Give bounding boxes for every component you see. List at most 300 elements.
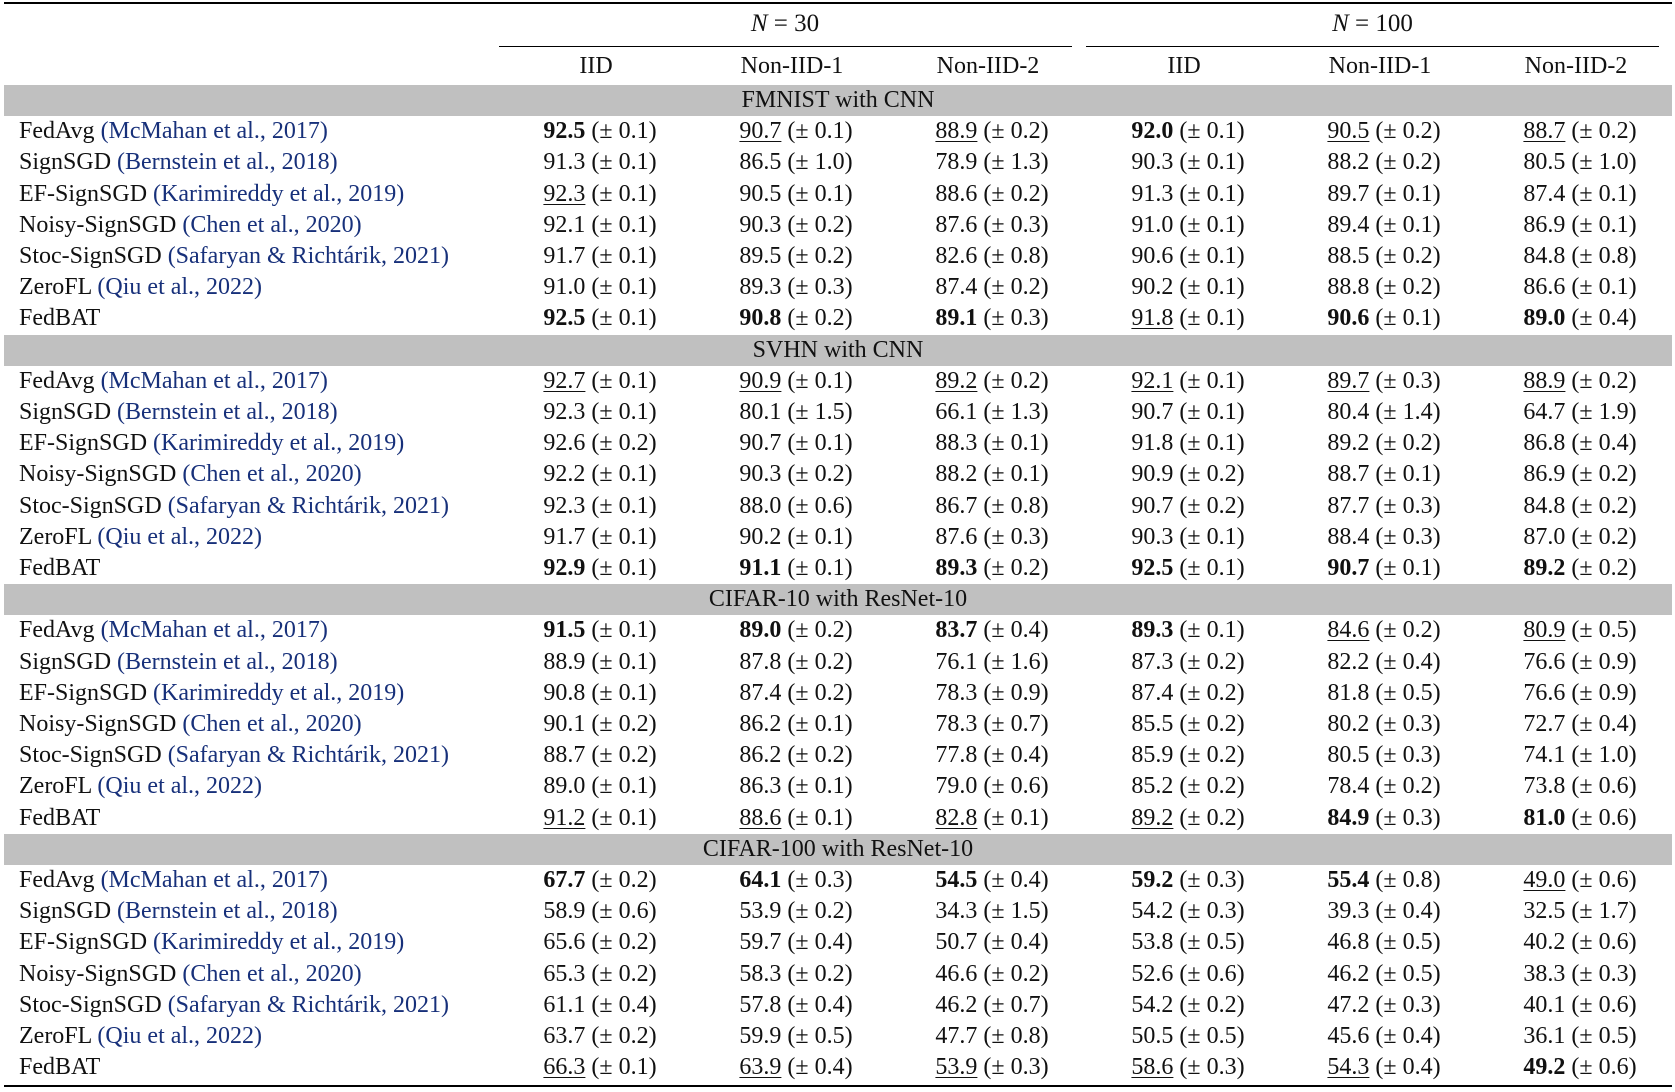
std-value: 0.3 [1402, 742, 1433, 769]
accuracy-value: 90.7 [1131, 399, 1174, 425]
std-value: 0.2 [1598, 461, 1629, 488]
column-header: Non-IID-2 [1524, 53, 1628, 79]
std-value: 0.1 [618, 243, 649, 269]
accuracy-value: 90.9 [1131, 461, 1174, 488]
bottom-rule [4, 1085, 1672, 1087]
accuracy-value: 87.0 [1523, 523, 1566, 550]
result-cell: 92.1 (± 0.1) [1131, 367, 1245, 394]
std-value: 0.8 [1402, 867, 1433, 893]
accuracy-value: 92.2 [543, 461, 586, 488]
method-cell [19, 959, 362, 990]
result-cell: 88.6 (± 0.2) [935, 180, 1049, 207]
std-value: 0.1 [1206, 180, 1237, 207]
accuracy-value: 80.4 [1327, 399, 1370, 425]
result-cell: 92.3 (± 0.1) [543, 492, 657, 519]
std-value: 0.3 [1010, 305, 1041, 332]
accuracy-value: 88.3 [935, 430, 978, 457]
std-value: 0.1 [1010, 430, 1041, 457]
accuracy-value: 82.6 [935, 243, 978, 269]
result-cell: 54.3 (± 0.4) [1327, 1054, 1441, 1081]
group-rule-n100 [1086, 46, 1659, 47]
result-cell: 90.9 (± 0.1) [739, 367, 853, 394]
method-name: EF-SignSGD [19, 679, 148, 706]
std-value: 0.4 [814, 929, 845, 956]
result-cell: 85.5 (± 0.2) [1131, 711, 1245, 737]
std-value: 0.4 [1402, 648, 1433, 675]
method-name: FedBAT [19, 305, 101, 332]
result-cell: 64.1 (± 0.3) [739, 867, 853, 893]
result-cell: 91.2 (± 0.1) [543, 804, 657, 831]
std-value: 0.3 [1598, 960, 1629, 987]
accuracy-value: 83.7 [935, 617, 978, 644]
accuracy-value: 53.9 [935, 1054, 978, 1081]
result-cell: 90.7 (± 0.1) [1327, 555, 1441, 581]
result-cell: 57.8 (± 0.4) [739, 991, 853, 1018]
std-value: 0.8 [1010, 243, 1041, 269]
citation-link[interactable]: (Karimireddy et al., 2019) [153, 929, 405, 956]
result-cell: 82.2 (± 0.4) [1327, 648, 1441, 675]
result-cell: 39.3 (± 0.4) [1327, 898, 1441, 925]
std-value: 0.2 [1598, 555, 1629, 581]
result-cell: 89.3 (± 0.3) [739, 274, 853, 301]
result-cell: 89.2 (± 0.2) [1131, 804, 1245, 831]
std-value: 0.4 [1598, 430, 1629, 457]
accuracy-value: 88.2 [935, 461, 978, 488]
result-cell: 40.1 (± 0.6) [1523, 991, 1637, 1018]
result-cell: 92.5 (± 0.1) [1131, 555, 1245, 581]
citation-link[interactable]: (Qiu et al., 2022) [97, 274, 263, 301]
accuracy-value: 46.2 [935, 991, 978, 1018]
result-cell: 88.9 (± 0.1) [543, 648, 657, 675]
result-cell: 87.4 (± 0.2) [1131, 679, 1245, 706]
method-name: Stoc-SignSGD [19, 492, 162, 519]
result-cell: 53.9 (± 0.3) [935, 1054, 1049, 1081]
accuracy-value: 89.7 [1327, 367, 1370, 394]
accuracy-value: 89.4 [1327, 211, 1370, 238]
std-value: 0.1 [618, 367, 649, 394]
method-cell [19, 990, 449, 1021]
result-cell: 90.5 (± 0.1) [739, 180, 853, 207]
std-value: 0.6 [1598, 991, 1629, 1018]
result-cell: 86.9 (± 0.1) [1523, 211, 1637, 238]
std-value: 0.2 [814, 742, 845, 769]
accuracy-value: 91.8 [1131, 430, 1174, 457]
table-row [4, 709, 1672, 740]
std-value: 0.1 [618, 149, 649, 176]
result-cell: 58.6 (± 0.3) [1131, 1054, 1245, 1081]
std-value: 0.6 [1598, 867, 1629, 893]
std-value: 1.0 [1598, 149, 1629, 176]
accuracy-value: 91.7 [543, 523, 586, 550]
std-value: 0.1 [814, 180, 845, 207]
accuracy-value: 54.2 [1131, 898, 1174, 925]
method-cell [19, 366, 328, 397]
std-value: 1.7 [1598, 898, 1629, 925]
accuracy-value: 84.8 [1523, 492, 1566, 519]
accuracy-value: 88.7 [1523, 118, 1566, 145]
method-cell [19, 459, 362, 490]
accuracy-value: 78.4 [1327, 773, 1370, 800]
result-cell: 78.9 (± 1.3) [935, 149, 1049, 176]
accuracy-value: 59.2 [1131, 867, 1174, 893]
accuracy-value: 55.4 [1327, 867, 1370, 893]
citation-link[interactable]: (McMahan et al., 2017) [100, 367, 328, 394]
result-cell: 81.0 (± 0.6) [1523, 804, 1637, 831]
std-value: 1.4 [1402, 399, 1433, 425]
result-cell: 91.1 (± 0.1) [739, 555, 853, 581]
std-value: 0.1 [1206, 399, 1237, 425]
accuracy-value: 88.9 [543, 648, 586, 675]
accuracy-value: 90.3 [739, 211, 782, 238]
std-value: 0.4 [1010, 867, 1041, 893]
method-cell [19, 303, 100, 334]
result-cell: 65.6 (± 0.2) [543, 929, 657, 956]
result-cell: 84.9 (± 0.3) [1327, 804, 1441, 831]
std-value: 0.1 [814, 773, 845, 800]
std-value: 0.3 [1010, 1054, 1041, 1081]
result-cell: 40.2 (± 0.6) [1523, 929, 1637, 956]
std-value: 0.2 [1402, 118, 1433, 145]
accuracy-value: 92.3 [543, 399, 586, 425]
result-cell: 90.9 (± 0.2) [1131, 461, 1245, 488]
accuracy-value: 46.2 [1327, 960, 1370, 987]
citation-link[interactable]: (Chen et al., 2020) [182, 711, 362, 737]
result-cell: 86.7 (± 0.8) [935, 492, 1049, 519]
std-value: 0.1 [1598, 274, 1629, 301]
accuracy-value: 89.1 [935, 305, 978, 332]
std-value: 0.4 [1010, 617, 1041, 644]
result-cell: 55.4 (± 0.8) [1327, 867, 1441, 893]
accuracy-value: 86.3 [739, 773, 782, 800]
accuracy-value: 89.7 [1327, 180, 1370, 207]
accuracy-value: 90.2 [1131, 274, 1174, 301]
method-name: FedAvg [19, 367, 95, 394]
accuracy-value: 72.7 [1523, 711, 1566, 737]
result-cell: 90.6 (± 0.1) [1327, 305, 1441, 332]
citation-link[interactable]: (Chen et al., 2020) [182, 461, 362, 488]
std-value: 0.1 [618, 118, 649, 145]
citation-link[interactable]: (Karimireddy et al., 2019) [153, 679, 405, 706]
std-value: 0.1 [814, 523, 845, 550]
accuracy-value: 59.7 [739, 929, 782, 956]
accuracy-value: 54.3 [1327, 1054, 1370, 1081]
citation-link[interactable]: (Qiu et al., 2022) [97, 1023, 263, 1049]
accuracy-value: 89.0 [543, 773, 586, 800]
table-row [4, 303, 1672, 334]
std-value: 0.2 [1598, 118, 1629, 145]
citation-link[interactable]: (Bernstein et al., 2018) [117, 648, 338, 675]
accuracy-value: 88.5 [1327, 243, 1370, 269]
result-cell: 91.3 (± 0.1) [1131, 180, 1245, 207]
std-value: 0.3 [1402, 492, 1433, 519]
accuracy-value: 79.0 [935, 773, 978, 800]
accuracy-value: 86.2 [739, 711, 782, 737]
std-value: 0.2 [618, 430, 649, 457]
result-cell: 92.5 (± 0.1) [543, 305, 657, 332]
accuracy-value: 54.5 [935, 867, 978, 893]
std-value: 0.4 [1598, 305, 1629, 332]
result-cell: 87.4 (± 0.1) [1523, 180, 1637, 207]
method-name: EF-SignSGD [19, 180, 148, 207]
citation-link[interactable]: (Karimireddy et al., 2019) [153, 430, 405, 457]
result-cell: 91.0 (± 0.1) [543, 274, 657, 301]
method-cell [19, 397, 338, 428]
table-row [4, 366, 1672, 397]
citation-link[interactable]: (Safaryan & Richtárik, 2021) [167, 991, 449, 1018]
method-name: ZeroFL [19, 773, 92, 800]
std-value: 0.1 [618, 523, 649, 550]
accuracy-value: 76.6 [1523, 679, 1566, 706]
std-value: 0.2 [1206, 711, 1237, 737]
accuracy-value: 57.8 [739, 991, 782, 1018]
method-cell [19, 147, 338, 178]
result-cell: 90.7 (± 0.2) [1131, 492, 1245, 519]
result-cell: 85.9 (± 0.2) [1131, 742, 1245, 769]
std-value: 0.2 [1206, 461, 1237, 488]
method-cell [19, 210, 362, 241]
result-cell: 92.7 (± 0.1) [543, 367, 657, 394]
accuracy-value: 87.6 [935, 211, 978, 238]
result-cell: 36.1 (± 0.5) [1523, 1023, 1637, 1049]
std-value: 0.9 [1010, 679, 1041, 706]
result-cell: 52.6 (± 0.6) [1131, 960, 1245, 987]
accuracy-value: 87.8 [739, 648, 782, 675]
std-value: 0.4 [1598, 711, 1629, 737]
accuracy-value: 81.8 [1327, 679, 1370, 706]
accuracy-value: 88.6 [739, 804, 782, 831]
accuracy-value: 84.6 [1327, 617, 1370, 644]
result-cell: 49.2 (± 0.6) [1523, 1054, 1637, 1081]
std-value: 0.1 [1206, 211, 1237, 238]
method-cell [19, 896, 338, 927]
result-cell: 88.0 (± 0.6) [739, 492, 853, 519]
result-cell: 89.7 (± 0.3) [1327, 367, 1441, 394]
std-value: 0.2 [1402, 149, 1433, 176]
top-rule [4, 2, 1672, 4]
accuracy-value: 54.2 [1131, 991, 1174, 1018]
accuracy-value: 88.7 [543, 742, 586, 769]
std-value: 0.2 [1598, 367, 1629, 394]
result-cell: 61.1 (± 0.4) [543, 991, 657, 1018]
std-value: 0.1 [618, 305, 649, 332]
result-cell: 66.3 (± 0.1) [543, 1054, 657, 1081]
method-name: FedBAT [19, 555, 101, 581]
accuracy-value: 40.1 [1523, 991, 1566, 1018]
result-cell: 82.8 (± 0.1) [935, 804, 1049, 831]
accuracy-value: 50.7 [935, 929, 978, 956]
accuracy-value: 91.3 [1131, 180, 1174, 207]
result-cell: 92.6 (± 0.2) [543, 430, 657, 457]
accuracy-value: 76.1 [935, 648, 978, 675]
accuracy-value: 87.4 [1523, 180, 1566, 207]
result-cell: 90.3 (± 0.1) [1131, 149, 1245, 176]
citation-link[interactable]: (Chen et al., 2020) [182, 211, 362, 238]
result-cell: 91.0 (± 0.1) [1131, 211, 1245, 238]
accuracy-value: 39.3 [1327, 898, 1370, 925]
table-row [4, 615, 1672, 646]
citation-link[interactable]: (Safaryan & Richtárik, 2021) [167, 492, 449, 519]
result-cell: 80.5 (± 0.3) [1327, 742, 1441, 769]
citation-link[interactable]: (Safaryan & Richtárik, 2021) [167, 742, 449, 769]
result-cell: 91.5 (± 0.1) [543, 617, 657, 644]
std-value: 0.3 [1010, 523, 1041, 550]
accuracy-value: 91.7 [543, 243, 586, 269]
std-value: 1.6 [1010, 648, 1041, 675]
accuracy-value: 78.3 [935, 711, 978, 737]
accuracy-value: 86.9 [1523, 211, 1566, 238]
result-cell: 89.0 (± 0.2) [739, 617, 853, 644]
std-value: 0.2 [1206, 804, 1237, 831]
result-cell: 76.6 (± 0.9) [1523, 648, 1637, 675]
std-value: 0.2 [618, 742, 649, 769]
std-value: 0.1 [1010, 804, 1041, 831]
accuracy-value: 89.3 [935, 555, 978, 581]
result-cell: 90.3 (± 0.1) [1131, 523, 1245, 550]
result-cell: 92.3 (± 0.1) [543, 399, 657, 425]
result-cell: 86.5 (± 1.0) [739, 149, 853, 176]
std-value: 1.3 [1010, 399, 1041, 425]
accuracy-value: 86.9 [1523, 461, 1566, 488]
accuracy-value: 90.9 [739, 367, 782, 394]
result-cell: 88.9 (± 0.2) [1523, 367, 1637, 394]
result-cell: 78.3 (± 0.9) [935, 679, 1049, 706]
citation-link[interactable]: (Qiu et al., 2022) [97, 523, 263, 550]
std-value: 0.2 [1402, 274, 1433, 301]
accuracy-value: 76.6 [1523, 648, 1566, 675]
table-row [4, 210, 1672, 241]
result-cell: 84.6 (± 0.2) [1327, 617, 1441, 644]
accuracy-value: 89.5 [739, 243, 782, 269]
std-value: 0.2 [1010, 960, 1041, 987]
column-header: Non-IID-1 [740, 53, 844, 79]
accuracy-value: 89.2 [1131, 804, 1174, 831]
result-cell: 49.0 (± 0.6) [1523, 867, 1637, 893]
result-cell: 88.9 (± 0.2) [935, 118, 1049, 145]
accuracy-value: 91.5 [543, 617, 586, 644]
result-cell: 46.2 (± 0.7) [935, 991, 1049, 1018]
std-value: 0.4 [1010, 742, 1041, 769]
accuracy-value: 73.8 [1523, 773, 1566, 800]
method-cell [19, 241, 449, 272]
result-cell: 50.5 (± 0.5) [1131, 1023, 1245, 1049]
table-row [4, 678, 1672, 709]
table-row [4, 865, 1672, 896]
std-value: 0.2 [1010, 118, 1041, 145]
accuracy-value: 38.3 [1523, 960, 1566, 987]
result-cell: 86.2 (± 0.2) [739, 742, 853, 769]
citation-link[interactable]: (Qiu et al., 2022) [97, 773, 263, 800]
accuracy-value: 92.5 [1131, 555, 1174, 581]
method-name: Noisy-SignSGD [19, 960, 177, 987]
accuracy-value: 91.8 [1131, 305, 1174, 332]
accuracy-value: 90.8 [739, 305, 782, 332]
citation-link[interactable]: (Bernstein et al., 2018) [117, 399, 338, 425]
result-cell: 87.3 (± 0.2) [1131, 648, 1245, 675]
std-value: 0.5 [814, 1023, 845, 1049]
citation-link[interactable]: (Karimireddy et al., 2019) [153, 180, 405, 207]
result-cell: 89.1 (± 0.3) [935, 305, 1049, 332]
citation-link[interactable]: (McMahan et al., 2017) [100, 867, 328, 893]
accuracy-value: 92.5 [543, 305, 586, 332]
std-value: 0.1 [1598, 211, 1629, 238]
result-cell: 89.7 (± 0.1) [1327, 180, 1441, 207]
std-value: 0.3 [1402, 367, 1433, 394]
result-cell: 88.2 (± 0.1) [935, 461, 1049, 488]
column-header: IID [1167, 53, 1201, 79]
citation-link[interactable]: (Safaryan & Richtárik, 2021) [167, 243, 449, 269]
accuracy-value: 58.9 [543, 898, 586, 925]
result-cell: 89.0 (± 0.4) [1523, 305, 1637, 332]
std-value: 0.1 [618, 461, 649, 488]
accuracy-value: 92.1 [1131, 367, 1174, 394]
result-cell: 80.4 (± 1.4) [1327, 399, 1441, 425]
std-value: 0.1 [1598, 180, 1629, 207]
result-cell: 53.8 (± 0.5) [1131, 929, 1245, 956]
accuracy-value: 53.8 [1131, 929, 1174, 956]
std-value: 0.1 [618, 274, 649, 301]
table-row [4, 896, 1672, 927]
std-value: 0.5 [1402, 929, 1433, 956]
std-value: 0.3 [1206, 1054, 1237, 1081]
accuracy-value: 89.0 [739, 617, 782, 644]
result-cell: 89.3 (± 0.1) [1131, 617, 1245, 644]
std-value: 0.1 [1206, 149, 1237, 176]
table-row [4, 803, 1672, 834]
citation-link[interactable]: (Bernstein et al., 2018) [117, 898, 338, 925]
result-cell: 86.8 (± 0.4) [1523, 430, 1637, 457]
accuracy-value: 84.8 [1523, 243, 1566, 269]
result-cell: 58.3 (± 0.2) [739, 960, 853, 987]
result-cell: 80.1 (± 1.5) [739, 399, 853, 425]
std-value: 0.2 [1206, 648, 1237, 675]
citation-link[interactable]: (McMahan et al., 2017) [100, 617, 328, 644]
std-value: 0.9 [1598, 648, 1629, 675]
result-cell: 88.4 (± 0.3) [1327, 523, 1441, 550]
std-value: 0.2 [1010, 274, 1041, 301]
citation-link[interactable]: (Bernstein et al., 2018) [117, 149, 338, 176]
method-name: ZeroFL [19, 274, 92, 301]
accuracy-value: 85.5 [1131, 711, 1174, 737]
method-cell [19, 647, 338, 678]
accuracy-value: 81.0 [1523, 804, 1566, 831]
std-value: 0.5 [1206, 929, 1237, 956]
result-cell: 80.9 (± 0.5) [1523, 617, 1637, 644]
std-value: 0.2 [814, 679, 845, 706]
citation-link[interactable]: (Chen et al., 2020) [182, 960, 362, 987]
result-cell: 90.8 (± 0.1) [543, 679, 657, 706]
result-cell: 76.6 (± 0.9) [1523, 679, 1637, 706]
std-value: 0.3 [1402, 991, 1433, 1018]
std-value: 1.0 [1598, 742, 1629, 769]
std-value: 0.1 [1206, 305, 1237, 332]
accuracy-value: 91.2 [543, 804, 586, 831]
table-row [4, 116, 1672, 147]
table-row [4, 272, 1672, 303]
result-cell: 45.6 (± 0.4) [1327, 1023, 1441, 1049]
accuracy-value: 59.9 [739, 1023, 782, 1049]
method-cell [19, 771, 262, 802]
table-row [4, 647, 1672, 678]
result-cell: 90.2 (± 0.1) [1131, 274, 1245, 301]
result-cell: 89.3 (± 0.2) [935, 555, 1049, 581]
citation-link[interactable]: (McMahan et al., 2017) [100, 118, 328, 145]
result-cell: 89.4 (± 0.1) [1327, 211, 1441, 238]
table-row [4, 147, 1672, 178]
accuracy-value: 63.9 [739, 1054, 782, 1081]
result-cell: 86.2 (± 0.1) [739, 711, 853, 737]
std-value: 0.6 [814, 492, 845, 519]
std-value: 0.7 [1010, 711, 1041, 737]
